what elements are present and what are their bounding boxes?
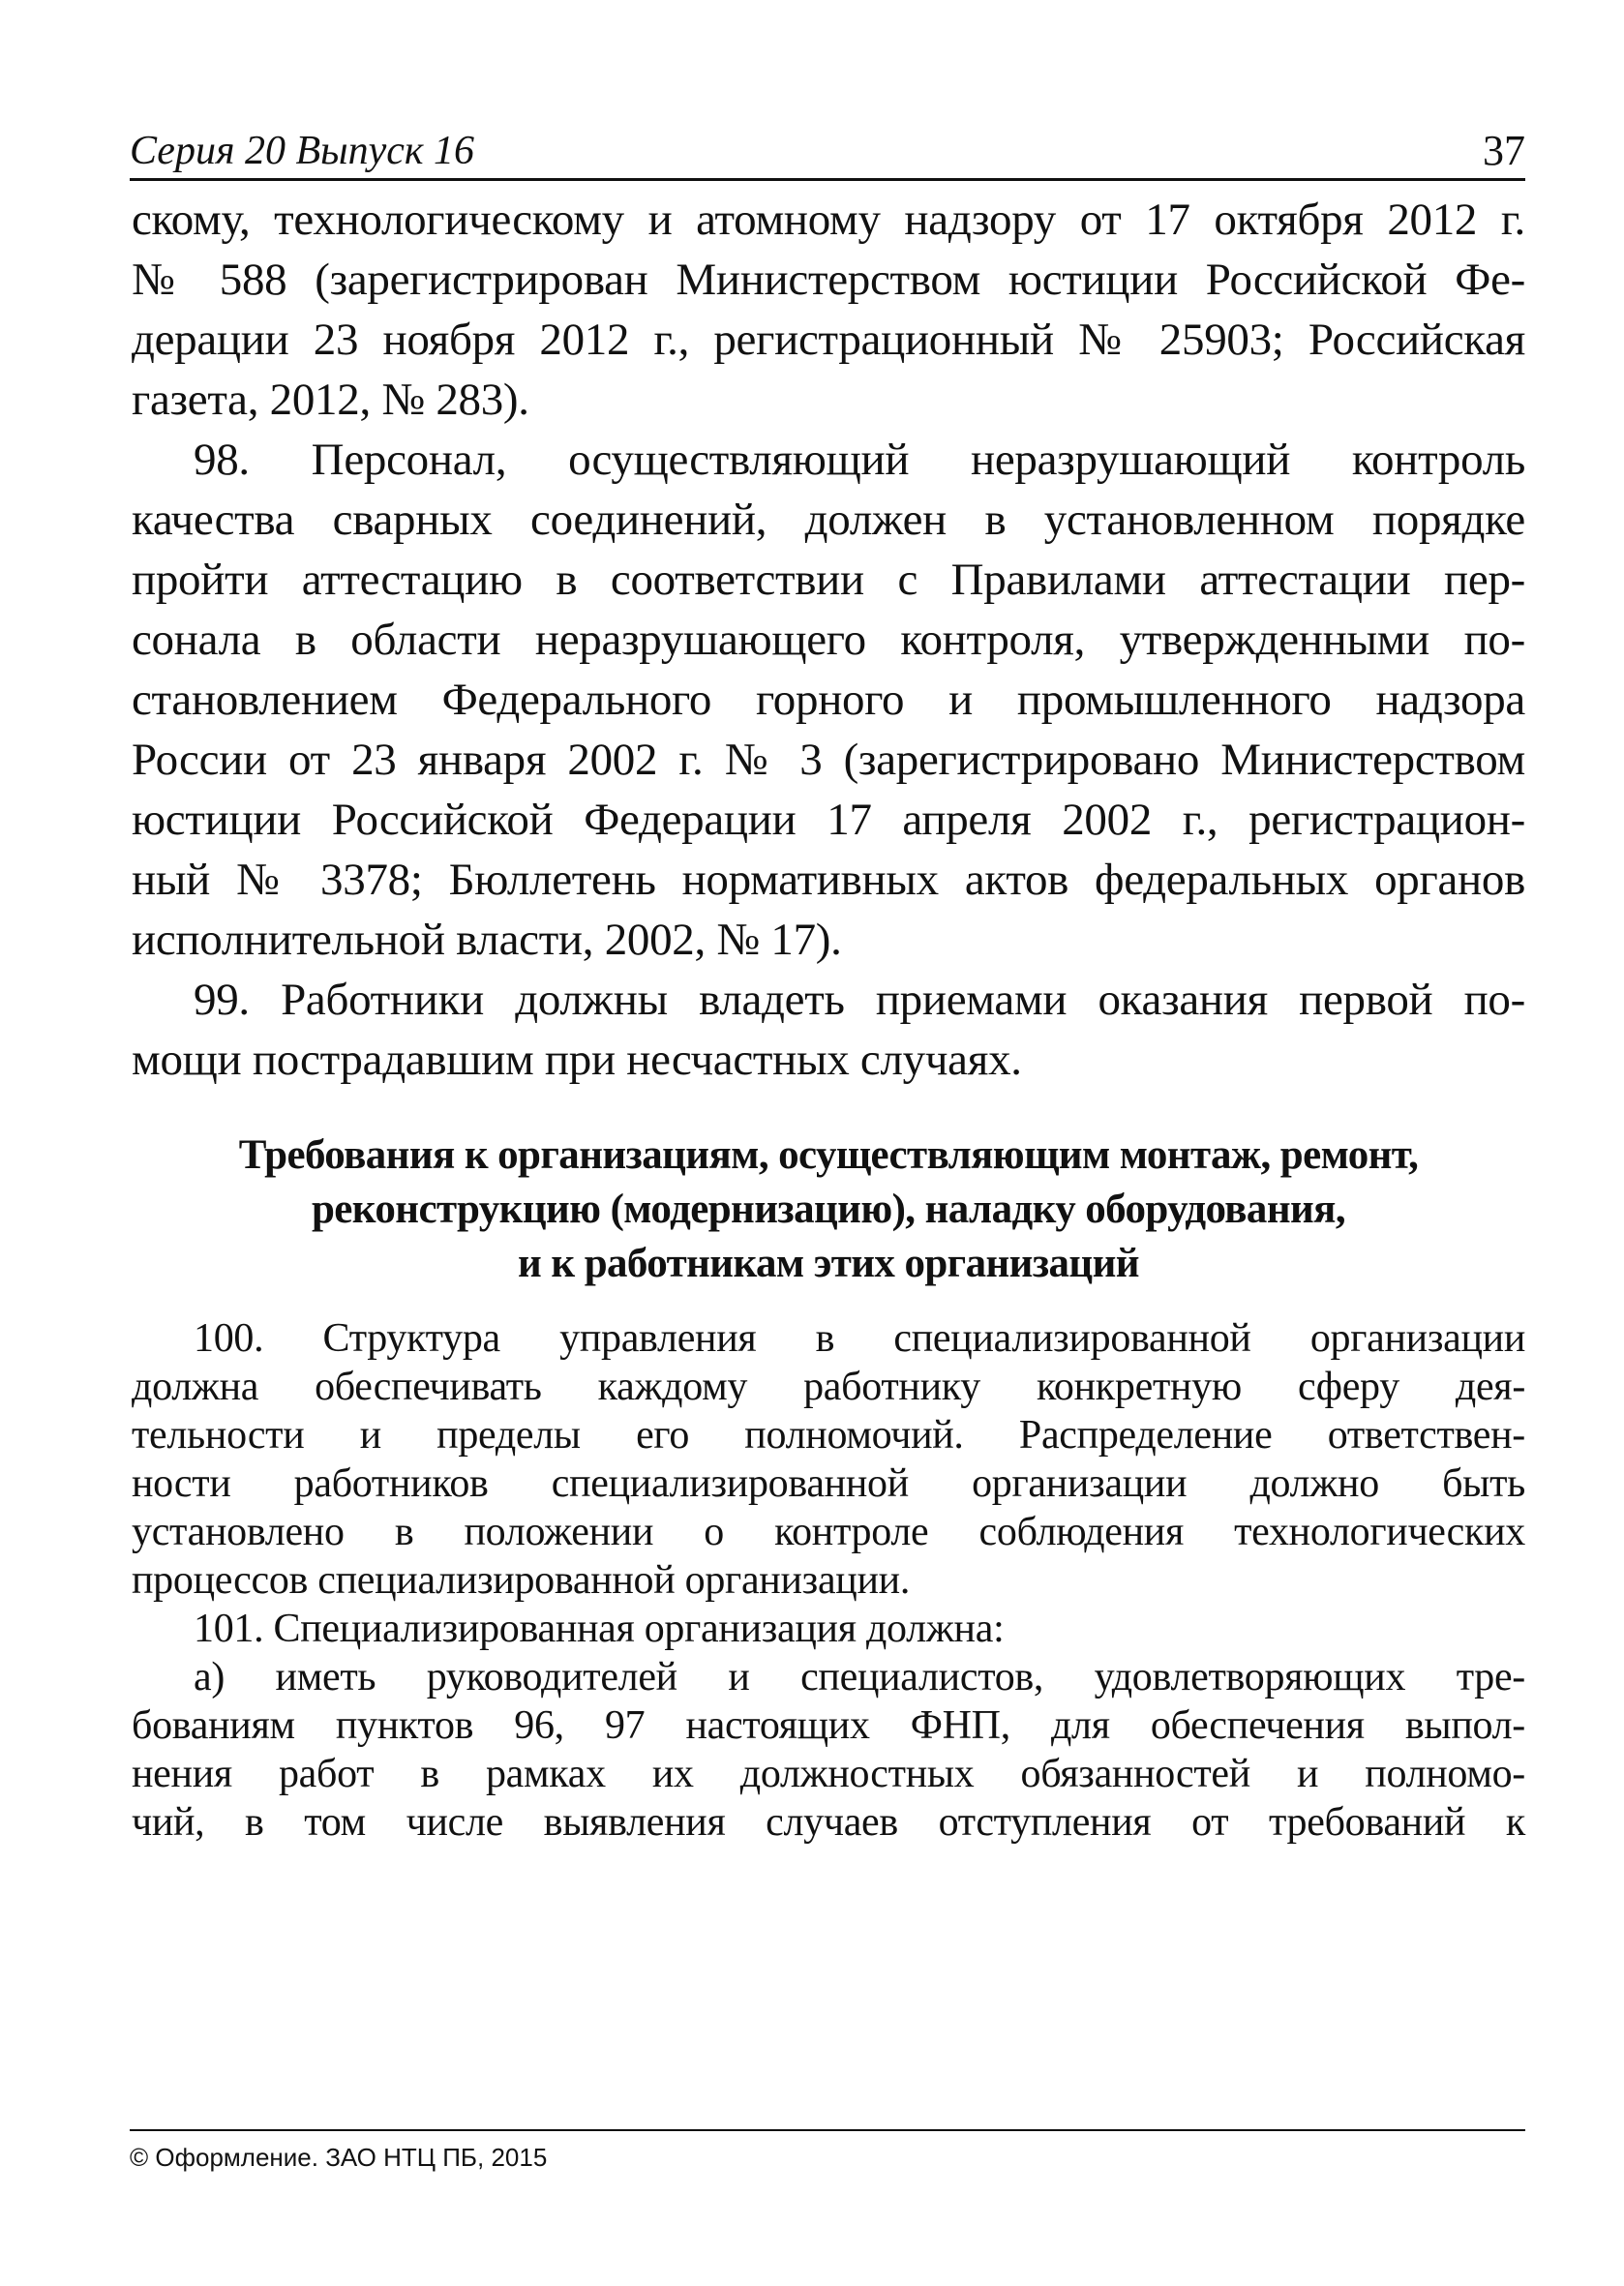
text-line: пройти аттестацию в соответствии с Правилами аттестации пер-	[132, 555, 1525, 605]
section-heading: реконструкцию (модернизацию), наладку оборудования,	[311, 1187, 1345, 1232]
page-number: 37	[1483, 127, 1525, 174]
text-line: мощи пострадавшим при несчастных случаях.	[132, 1035, 1022, 1085]
text-line: процессов специализированной организации.	[132, 1558, 911, 1603]
text-line: качества сварных соединений, должен в установленном порядке	[132, 495, 1525, 545]
section-heading: Требования к организациям, осуществляющим монтаж, ремонт,	[238, 1132, 1419, 1178]
footer-copyright: © Оформление. ЗАО НТЦ ПБ, 2015	[130, 2143, 548, 2172]
text-line: ный № 3378; Бюллетень нормативных актов федеральных органов	[132, 855, 1525, 905]
text-line: нения работ в рамках их должностных обязанностей и полномо-	[132, 1752, 1525, 1796]
paragraph-99-start: 99. Работники должны владеть приемами оказания первой по-	[194, 975, 1525, 1025]
list-item-a-start: а) иметь руководителей и специалистов, удовлетворяющих тре-	[194, 1655, 1525, 1699]
paragraph-101-start: 101. Специализированная организация должна:	[194, 1607, 1005, 1651]
text-line: России от 23 января 2002 г. № 3 (зарегистрировано Министерством	[132, 735, 1525, 785]
text-line: должна обеспечивать каждому работнику конкретную сферу дея-	[132, 1365, 1525, 1409]
text-line: бованиям пунктов 96, 97 настоящих ФНП, для обеспечения выпол-	[132, 1703, 1525, 1748]
text-line: ности работников специализированной организации должно быть	[132, 1461, 1525, 1506]
text-line: тельности и пределы его полномочий. Распределение ответствен-	[132, 1413, 1525, 1458]
text-line: юстиции Российской Федерации 17 апреля 2002 г., регистрацион-	[132, 795, 1525, 845]
text-line: № 588 (зарегистрирован Министерством юстиции Российской Фе-	[132, 255, 1525, 305]
paragraph-100-start: 100. Структура управления в специализированной организации	[194, 1316, 1525, 1361]
text-line: дерации 23 ноября 2012 г., регистрационный № 25903; Российская	[132, 315, 1525, 365]
running-header	[130, 124, 1525, 181]
text-line: установлено в положении о контроле соблюдения технологических	[132, 1510, 1525, 1554]
text-line: становлением Федерального горного и промышленного надзора	[132, 675, 1525, 725]
series-label: Серия 20 Выпуск 16	[130, 129, 474, 173]
text-line: скому, технологическому и атомному надзору от 17 октября 2012 г.	[132, 195, 1525, 245]
text-line: газета, 2012, № 283).	[132, 375, 529, 425]
text-line: сонала в области неразрушающего контроля, утвержденными по-	[132, 615, 1525, 665]
section-heading: и к работникам этих организаций	[518, 1241, 1139, 1286]
text-line: чий, в том числе выявления случаев отступления от требований к	[132, 1800, 1525, 1845]
text-line: исполнительной власти, 2002, № 17).	[132, 915, 842, 965]
paragraph-98-start: 98. Персонал, осуществляющий неразрушающий контроль	[194, 435, 1525, 485]
footer-rule	[130, 2129, 1525, 2131]
